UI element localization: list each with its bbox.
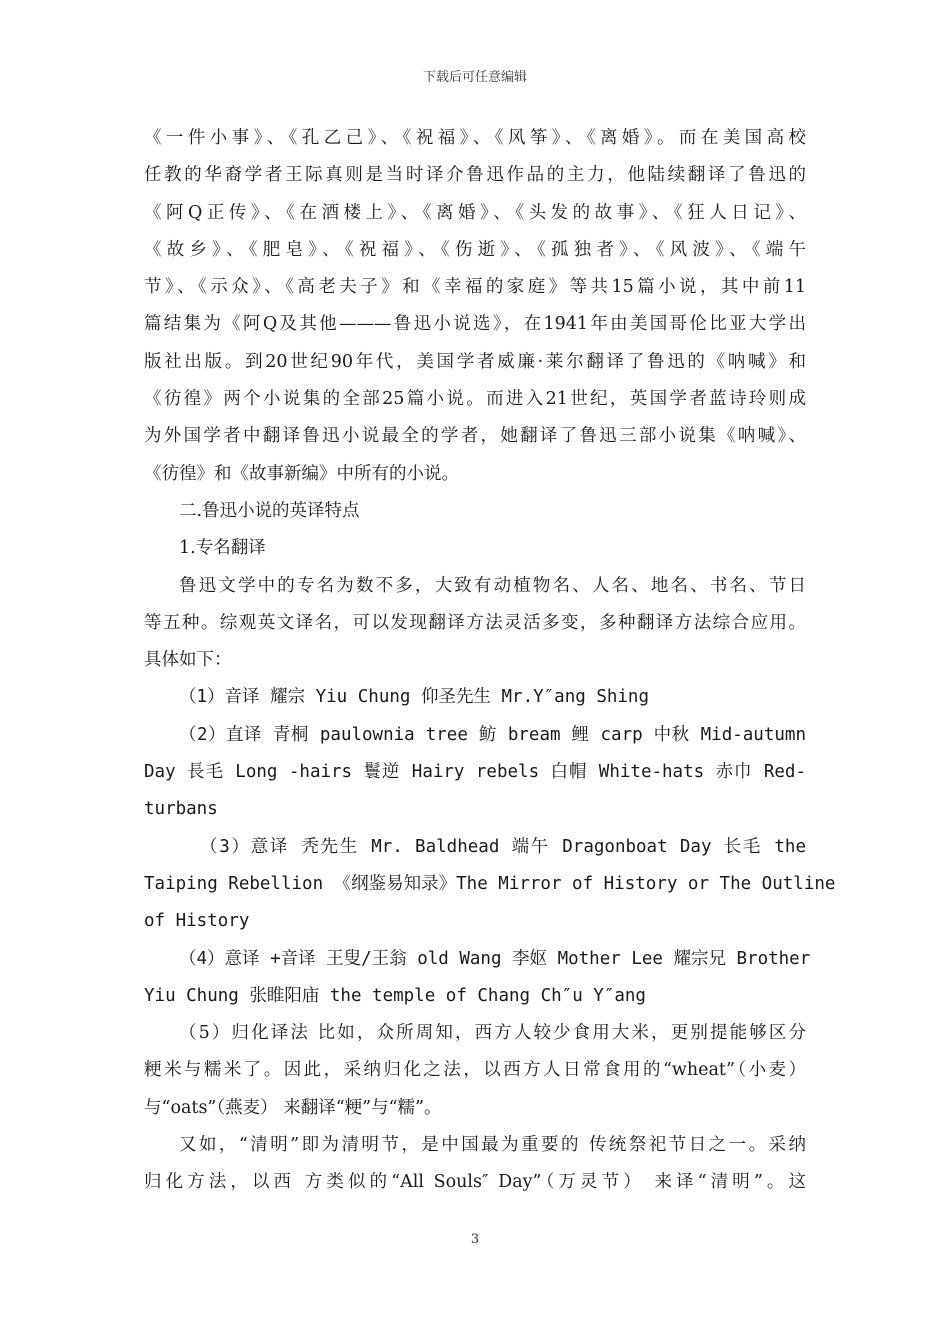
body-line: 等五种。综观英文译名，可以发现翻译方法灵活多变，多种翻译方法综合应用。 [144, 612, 806, 633]
subsection-heading: 1.专名翻译 [179, 538, 266, 559]
body-line: 《彷徨》两个小说集的全部25篇小说。而进入21世纪，英国学者蓝诗玲则成 [144, 389, 806, 410]
body-line: 版社出版。到20世纪90年代，美国学者威廉·莱尔翻译了鲁迅的《呐喊》和 [144, 351, 806, 372]
example-line: turbans [144, 799, 218, 820]
body-line: 《一件小事》、《孔乙己》、《祝福》、《风筝》、《离婚》。而在美国高校 [144, 128, 806, 148]
body-line: （5）归化译法 比如，众所周知，西方人较少食用大米，更别提能够区分 [179, 1023, 806, 1044]
body-line: 粳米与糯米了。因此，采纳归化之法，以西方人日常食用的“wheat”（小麦） [144, 1060, 806, 1081]
body-line: 具体如下： [144, 650, 232, 671]
example-line: （3）意译 秃先生 Mr. Baldhead 端午 Dragonboat Day 长毛 the [200, 836, 806, 857]
body-line: 《彷徨》和《故事新编》中所有的小说。 [144, 463, 459, 484]
body-line: 节》、《示众》、《高老夫子》和《幸福的家庭》等共15篇小说，其中前11 [144, 277, 806, 298]
example-line: of History [144, 911, 250, 932]
document-body [144, 120, 836, 1202]
body-line: 鲁迅文学中的专名为数不多，大致有动植物名、人名、地名、书名、节日 [179, 575, 806, 596]
example-line: Yiu Chung 张睢阳庙 the temple of Chang Ch″u Y″ang [144, 985, 646, 1006]
example-line: （4）意译 +音译 王叟/王翁 old Wang 李妪 Mother Lee 耀宗兄 Brother [179, 948, 811, 969]
example-line: Taiping Rebellion 《纲鉴易知录》The Mirror of History or The Outline [144, 873, 836, 894]
body-line: 为外国学者中翻译鲁迅小说最全的学者，她翻译了鲁迅三部小说集《呐喊》、 [144, 426, 806, 447]
body-line: 又如，“清明”即为清明节，是中国最为重要的 传统祭祀节日之一。采纳 [179, 1135, 806, 1156]
page-number: 3 [470, 1232, 480, 1247]
body-line: 《阿Q正传》、《在酒楼上》、《离婚》、《头发的故事》、《狂人日记》、 [144, 202, 806, 223]
body-line: 归化方法，以西 方类似的“All Souls″ Day”（万灵节） 来译“清明”。这 [144, 1172, 806, 1193]
body-line: 任教的华裔学者王际真则是当时译介鲁迅作品的主力，他陆续翻译了鲁迅的 [144, 165, 806, 186]
section-heading: 二.鲁迅小说的英译特点 [179, 500, 360, 521]
body-line: 与“oats”（燕麦） 来翻译“粳”与“糯”。 [144, 1097, 442, 1118]
body-line: 篇结集为《阿Q及其他———鲁迅小说选》，在1941年由美国哥伦比亚大学出 [144, 314, 806, 335]
example-line: （2）直译 青桐 paulownia tree 鲂 bream 鲤 carp 中秋 Mid-autumn [179, 724, 806, 745]
example-line: Day 長毛 Long -hairs 鬟逆 Hairy rebels 白帽 White-hats 赤巾 Red- [144, 762, 806, 783]
example-line: （1）音译 耀宗 Yiu Chung 仰圣先生 Mr.Y″ang Shing [179, 687, 650, 708]
body-line: 《故乡》、《肥皂》、《祝福》、《伤逝》、《孤独者》、《风波》、《端午 [144, 239, 806, 260]
page-header: 下载后可任意编辑 [422, 70, 527, 85]
